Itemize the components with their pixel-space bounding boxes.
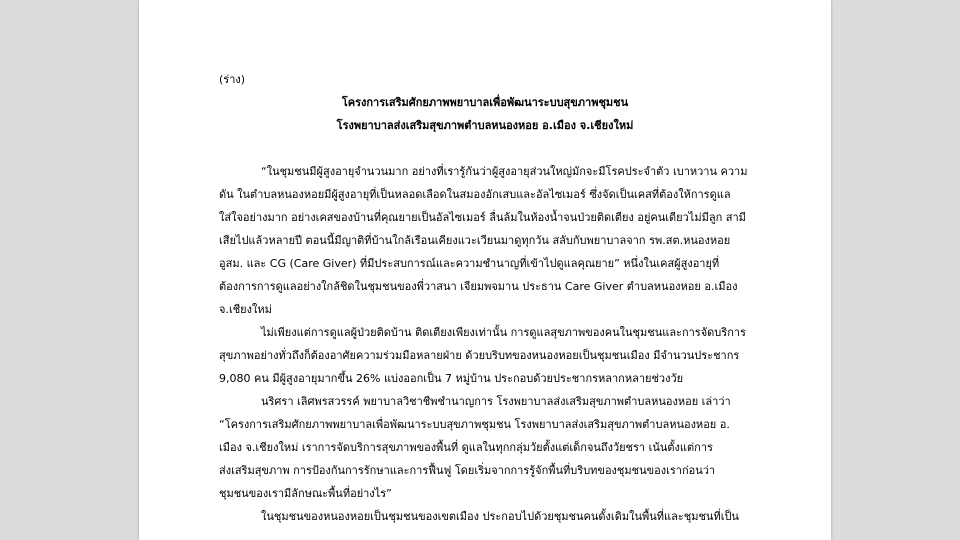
document-title-line-2: โรงพยาบาลส่งเสริมสุขภาพตำบลหนองหอย อ.เมือง จ.เชียงใหม่: [336, 119, 634, 132]
paragraph-line: ดัน ในตำบลหนองหอยมีผู้สูงอายุที่เป็นหลอดเลือดในสมองอักเสบและอัลไซเมอร์ ซึ่งจัดเป็นเคสที่ต้องให้การดูแล: [219, 188, 731, 201]
draft-label: (ร่าง): [219, 73, 246, 86]
paragraph-line: เมือง จ.เชียงใหม่ เราการจัดบริการสุขภาพของพื้นที่ ดูแลในทุกกลุ่มวัยตั้งแต่เด็กจนถึงวัยชรา เน้นตั้งแต่การ: [219, 441, 713, 454]
paragraph-line: ส่งเสริมสุขภาพ การป้องกันการรักษาและการฟื้นฟู โดยเริ่มจากการรู้จักพื้นที่บริบทของชุมชนของเราก่อนว่า: [219, 464, 716, 477]
paragraph-line: “ในชุมชนมีผู้สูงอายุจำนวนมาก อย่างที่เรารู้กันว่าผู้สูงอายุส่วนใหญ่มักจะมีโรคประจำตัว เบาหวาน ความ: [261, 165, 748, 178]
paragraph-line: ไม่เพียงแต่การดูแลผู้ป่วยติดบ้าน ติดเตียงเพียงเท่านั้น การดูแลสุขภาพของคนในชุมชนและการจัดบริการ: [261, 326, 746, 339]
paragraph-line: ต้องการการดูแลอย่างใกล้ชิดในชุมชนของพี่วาสนา เจียมพจมาน ประธาน Care Giver ตำบลหนองหอย อ.เมือง: [219, 280, 738, 293]
paragraph-line: ใส่ใจอย่างมาก อย่างเคสของบ้านที่คุณยายเป็นอัลไซเมอร์ ลื่นล้มในห้องน้ำจนป่วยติดเตียง อยู่คนเดียวไม่มีลูก สามี: [219, 211, 746, 224]
paragraph-line: 9,080 คน มีผู้สูงอายุมากขึ้น 26% แบ่งออกเป็น 7 หมู่บ้าน ประกอบด้วยประชากรหลากหลายช่วงวัย: [219, 372, 684, 385]
paragraph-line: ชุมชนของเรามีลักษณะพื้นที่อย่างไร”: [219, 487, 392, 500]
document-title-line-1: โครงการเสริมศักยภาพพยาบาลเพื่อพัฒนาระบบสุขภาพชุมชน: [341, 96, 629, 109]
paragraph-line: อูสม. และ CG (Care Giver) ที่มีประสบการณ์และความชำนาญที่เข้าไปดูแลคุณยาย” หนึ่งในเคสผู้สูงอายุที่: [219, 257, 720, 270]
paragraph-line: นริศรา เลิศพรสวรรค์ พยาบาลวิชาชีพชำนาญการ โรงพยาบาลส่งเสริมสุขภาพตำบลหนองหอย เล่าว่า: [261, 395, 731, 408]
paragraph-1: [219, 160, 751, 321]
title-spacer: [219, 137, 751, 160]
paragraph-4: [219, 505, 751, 528]
paragraph-line: “โครงการเสริมศักยภาพพยาบาลเพื่อพัฒนาระบบสุขภาพชุมชน โรงพยาบาลส่งเสริมสุขภาพตำบลหนองหอย อ.: [219, 418, 730, 431]
paragraph-line: สุขภาพอย่างทั่วถึงก็ต้องอาศัยความร่วมมือหลายฝ่าย ด้วยบริบทของหนองหอยเป็นชุมชนเมือง มีจำนวนประชากร: [219, 349, 740, 362]
paragraph-line: เสียไปแล้วหลายปี ตอนนี้มีญาติที่บ้านใกล้เรือนเคียงแวะเวียนมาดูทุกวัน สลับกับพยาบาลจาก รพ.สต.หนองหอย: [219, 234, 731, 247]
paragraph-2: [219, 321, 751, 390]
paragraph-line: จ.เชียงใหม่: [219, 303, 272, 316]
document-page[interactable]: [139, 0, 831, 540]
paragraph-line: ในชุมชนของหนองหอยเป็นชุมชนของเขตเมือง ประกอบไปด้วยชุมชนคนดั้งเดิมในพื้นที่และชุมชนที่เป็น: [261, 510, 739, 523]
page-content: [219, 68, 751, 528]
paragraph-3: [219, 390, 751, 505]
